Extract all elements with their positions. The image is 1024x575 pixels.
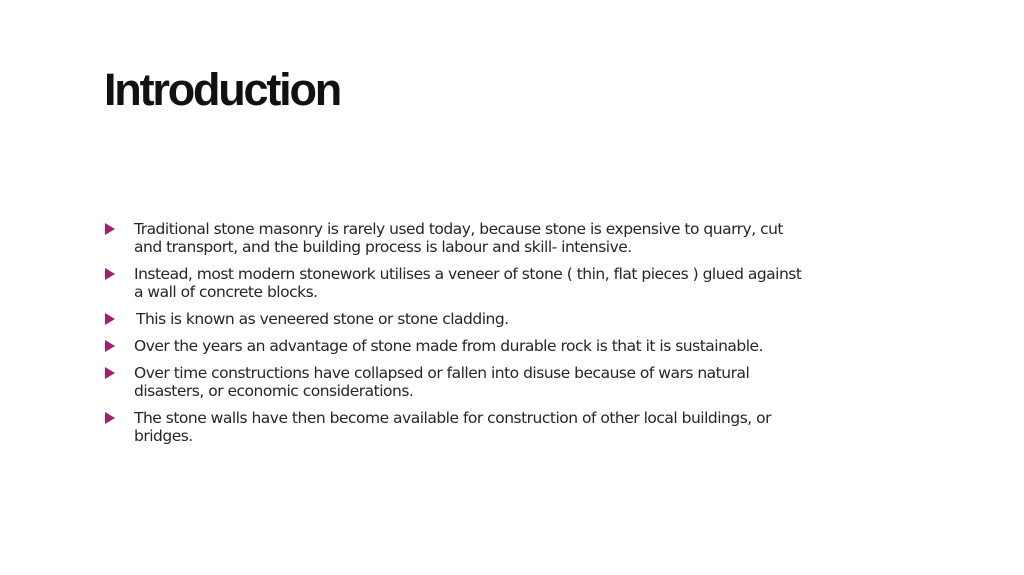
bullet-text: Over time constructions have collapsed or fallen into disuse because of wars natural disasters, or economic considerations. [134,364,750,400]
bullet-item [104,364,804,400]
triangle-right-icon [105,340,115,352]
slide-title: Introduction [104,64,341,115]
bullet-list [104,220,804,454]
triangle-right-icon [105,268,115,280]
triangle-right-icon [105,223,115,235]
bullet-item [104,220,804,256]
triangle-right-icon [105,412,115,424]
triangle-right-icon [105,313,115,325]
bullet-text: This is known as veneered stone or stone cladding. [136,310,509,328]
bullet-text: The stone walls have then become available for construction of other local buildings, or bridges. [134,409,772,445]
bullet-item [104,310,804,328]
bullet-text: Instead, most modern stonework utilises a veneer of stone ( thin, flat pieces ) glued against a wall of concrete blocks. [134,265,802,301]
triangle-right-icon [105,367,115,379]
bullet-item [104,265,804,301]
bullet-item [104,337,804,355]
bullet-text: Traditional stone masonry is rarely used today, because stone is expensive to quarry, cut and transport, and the building process is labour and skill- intensive. [134,220,783,256]
bullet-text: Over the years an advantage of stone made from durable rock is that it is sustainable. [134,337,764,355]
bullet-item [104,409,804,445]
